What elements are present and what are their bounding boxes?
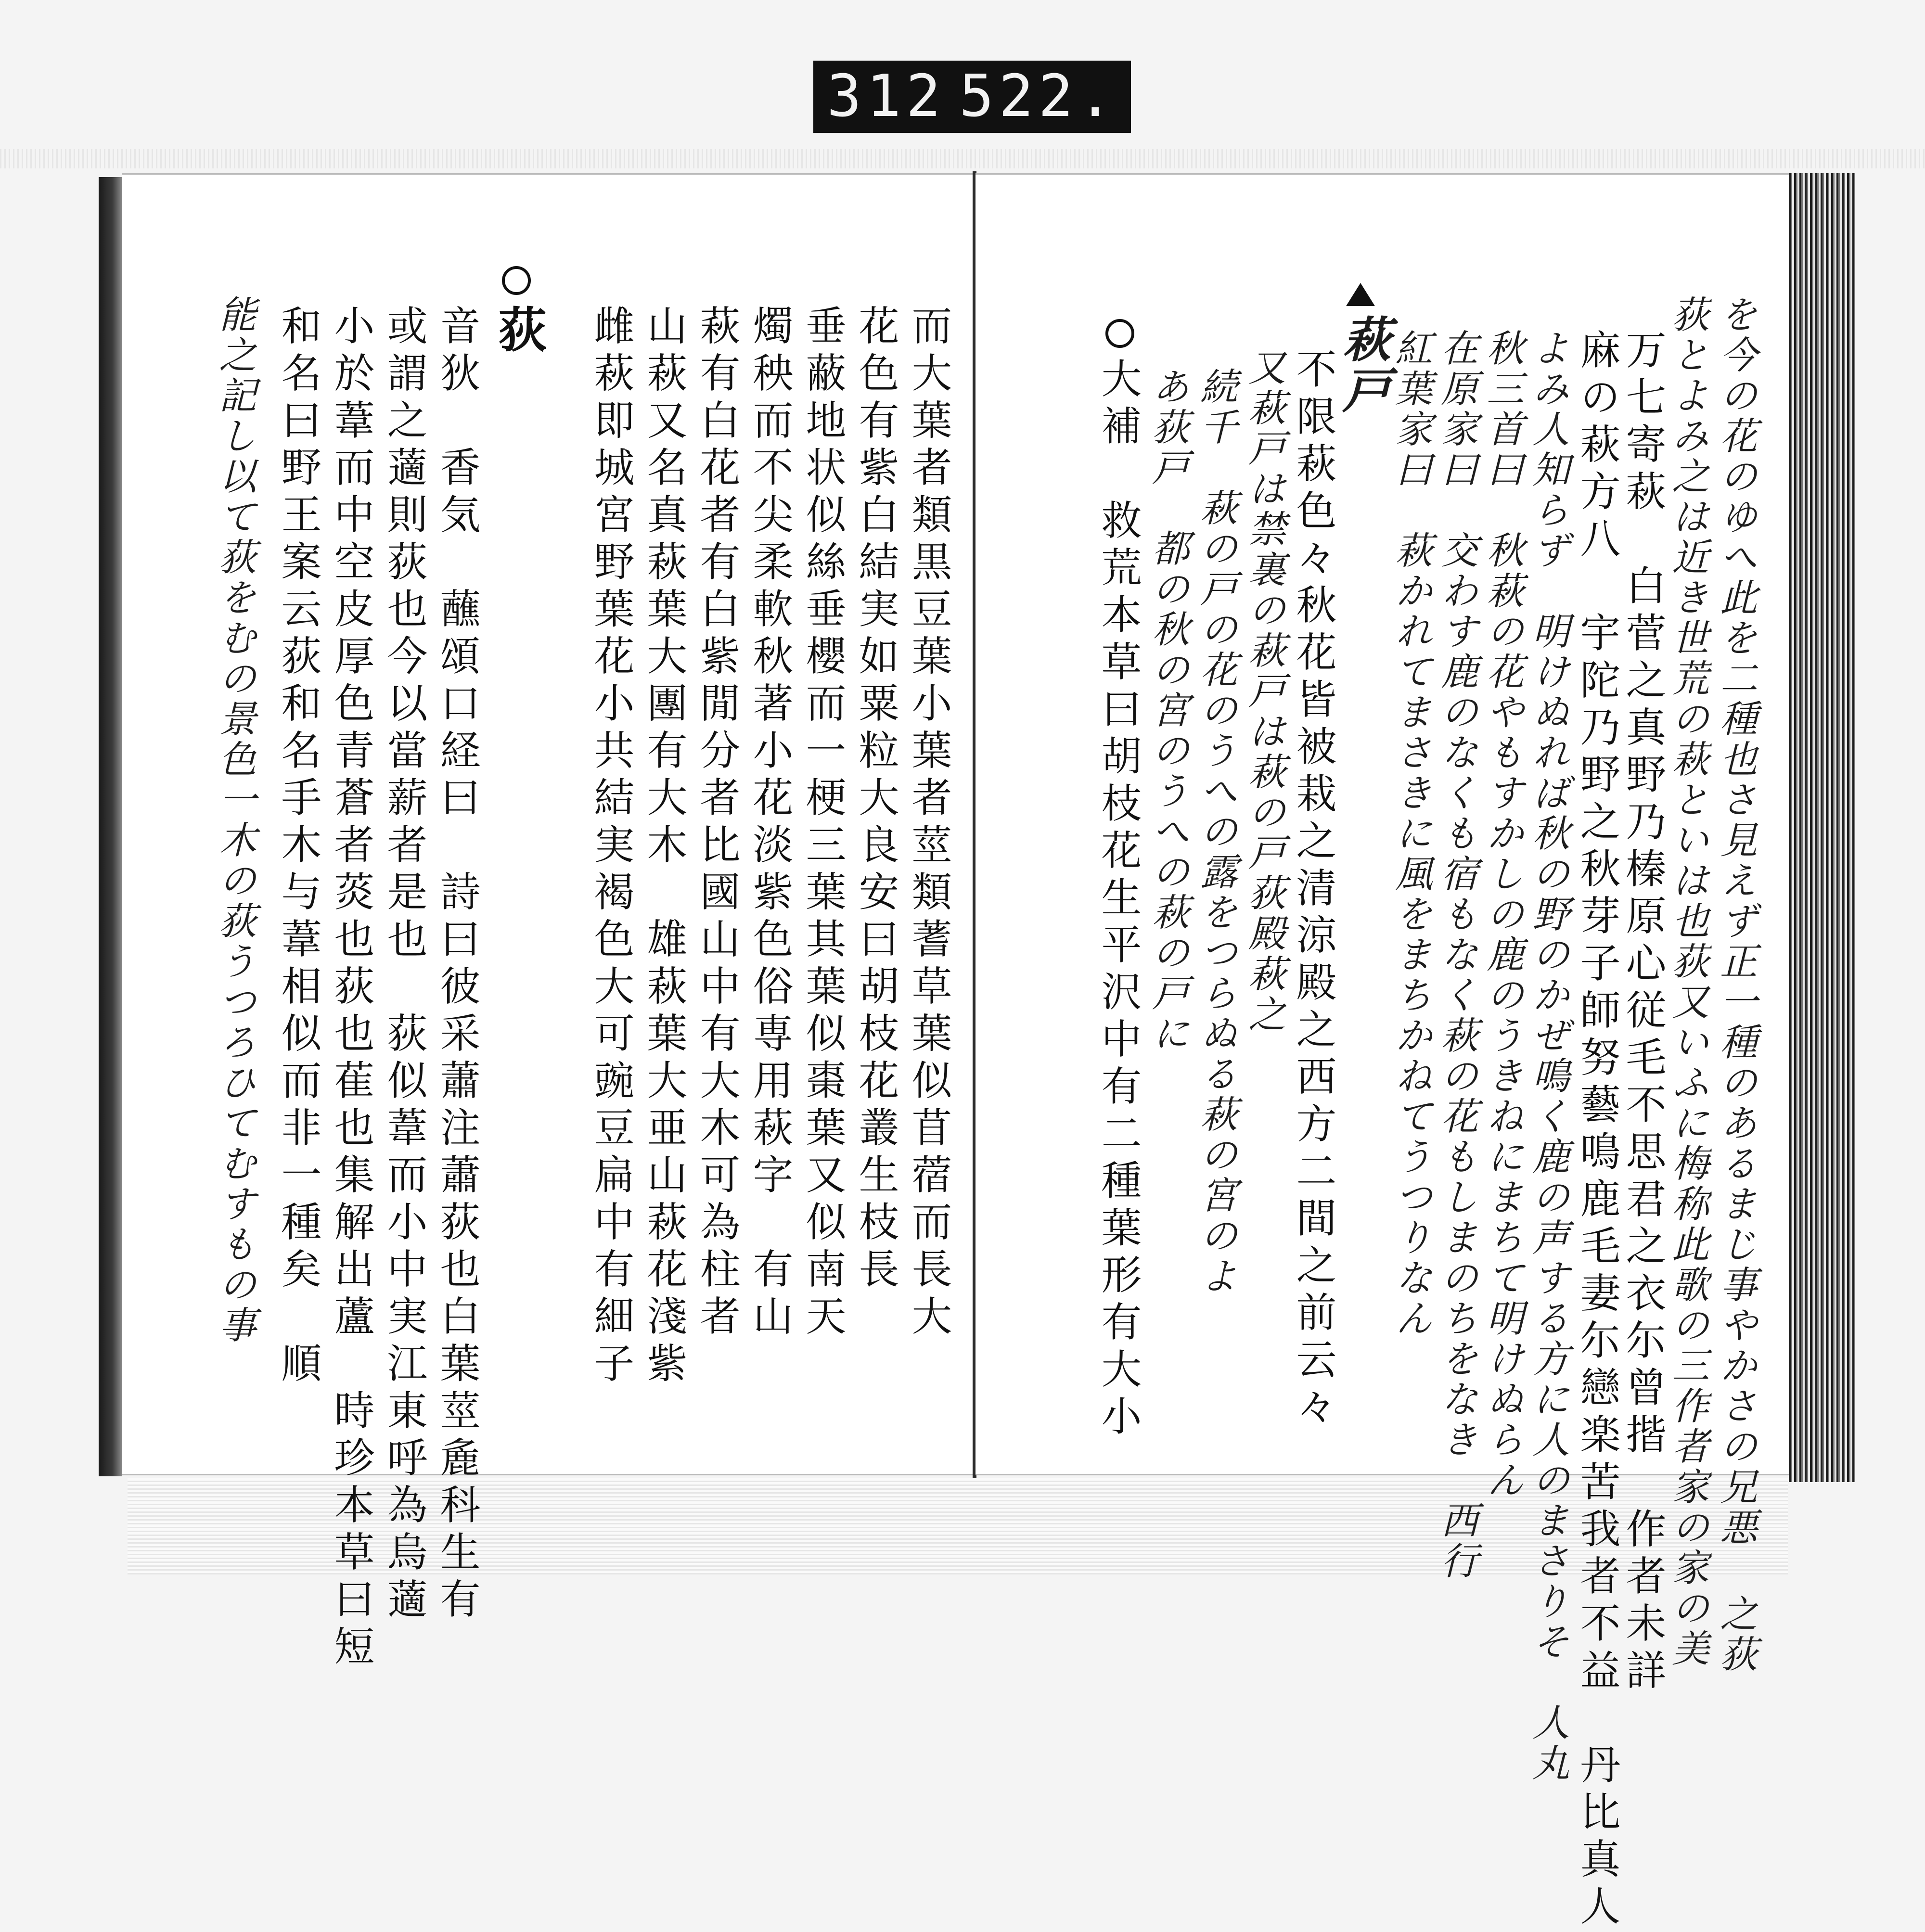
left-col-10: 小於葦而中空皮厚色青蒼者菼也荻也萑也集解出蘆 時珍本草曰短 <box>328 305 375 1672</box>
book-edge-right <box>1789 173 1855 1482</box>
left-col-2: 花色有紫白結実如粟粒大良安曰胡枝花叢生枝長 <box>852 305 899 1295</box>
right-col-5-cursive: よみ人知らず 明けぬれば秋の野のかぜ鳴く鹿の声する方に人のまさりそ 人丸 <box>1526 329 1569 1784</box>
left-col-7: 雌萩即城宮野葉花小共結実褐色大可豌豆扁中有細子 <box>588 305 635 1389</box>
frame-number-left: 312 <box>827 63 946 130</box>
triangle-mark-heading <box>1346 283 1375 306</box>
film-frame-label <box>813 61 1131 133</box>
right-heading: 萩戸 <box>1335 314 1391 416</box>
right-page <box>975 173 1789 1932</box>
right-col-2-cursive: 荻とよみ之は近き世荒の萩といは也荻又いふに梅称此歌の三作者家の家の美 <box>1666 295 1709 1669</box>
right-col-9: 不限萩色々秋花皆被栽之清涼殿之西方二間之前云々 <box>1290 348 1337 1433</box>
book-cover-left <box>99 177 122 1476</box>
right-col-11-cursive: 続千 萩の戸の花のうへの露をつらぬる萩の宮のよ <box>1194 367 1237 1297</box>
right-col-4: 麻の萩方八 宇陀乃野之秋芽子師努藝鳴鹿毛妻尓戀楽苦我者不益 丹比真人 <box>1574 329 1621 1932</box>
left-col-4: 燭秧而不尖柔軟秋著小花淡紫色俗専用萩字 有山 <box>746 305 794 1342</box>
circle-mark-heading <box>502 266 531 295</box>
circle-mark-right <box>1105 319 1134 348</box>
right-col-1-cursive: を今の花のゆへ此を二種也さ見えず正一種のあるまじ事やかさの兄悪 之荻 <box>1714 295 1757 1675</box>
scan-noise-band <box>0 149 1925 168</box>
right-col-8-cursive: 紅葉家曰 萩かれてまさきに風をまちかねてうつりなん <box>1389 329 1432 1339</box>
left-col-6: 山萩又名真萩葉大團有大木 雄萩葉大亜山萩花淺紫 <box>641 305 688 1389</box>
right-col-7-cursive: 在原家曰 交わす鹿のなくも宿もなく萩の花もしまのちをなき 西行 <box>1435 329 1478 1582</box>
left-heading: 荻 <box>490 305 547 359</box>
right-col-6-cursive: 秋三首曰 秋萩の花やもすかしの鹿のうきねにまちて明けぬらん <box>1480 329 1524 1501</box>
frame-number-right: 522. <box>959 63 1117 130</box>
right-col-12-cursive: あ荻戸 都の秋の宮のうへの萩の戸に <box>1146 367 1189 1054</box>
open-book <box>99 173 1855 1932</box>
right-col-13: 大補 救荒本草曰胡枝花生平沢中有二種葉形有大小 <box>1095 358 1142 1442</box>
left-col-9: 或謂之藡則荻也今以當薪者是也 荻似葦而小中実江東呼為烏藡 <box>381 305 428 1625</box>
left-col-8: 音狄 香気 蘸頌口経曰 詩曰彼采蕭注蕭荻也白葉莖麁科生有 <box>434 305 481 1625</box>
right-col-10-cursive: 又萩戸は禁裏の萩戸は萩の戸荻殿萩之 <box>1242 348 1285 1035</box>
left-col-12-cursive: 能之記し以て荻をむの景色一木の荻うつろひてむすもの事 <box>213 295 256 1346</box>
right-col-3: 万七寄萩 白菅之真野乃榛原心従毛不思君之衣尓曾揩 作者未詳 <box>1619 329 1667 1696</box>
left-col-3: 垂蔽地状似絲垂櫻而一梗三葉其葉似棗葉又似南天 <box>799 305 847 1342</box>
left-col-1: 而大葉者類黒豆葉小葉者莖類蓍草葉似苜蓿而長大 <box>905 305 952 1342</box>
left-col-11: 和名曰野王案云荻和名手木与葦相似而非一種矣 順 <box>275 305 322 1389</box>
left-col-5: 萩有白花者有白紫閒分者比國山中有大木可為柱者 <box>693 305 741 1342</box>
left-page <box>122 173 974 1672</box>
